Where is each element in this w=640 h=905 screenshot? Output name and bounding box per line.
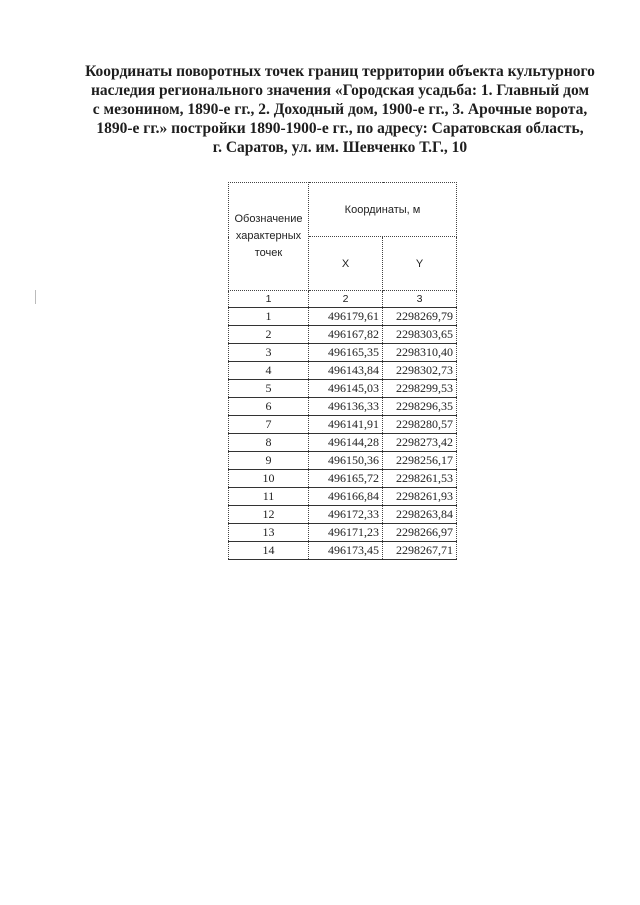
point-number: 13 [229, 524, 309, 542]
point-number: 11 [229, 488, 309, 506]
x-coordinate: 496172,33 [309, 506, 383, 524]
point-number: 6 [229, 398, 309, 416]
x-coordinate: 496150,36 [309, 452, 383, 470]
table-row [229, 416, 457, 434]
column-number: 1 [229, 291, 309, 308]
y-coordinate: 2298266,97 [383, 524, 457, 542]
y-coordinate: 2298303,65 [383, 326, 457, 344]
y-coordinate: 2298296,35 [383, 398, 457, 416]
y-header: Y [383, 237, 457, 291]
x-coordinate: 496167,82 [309, 326, 383, 344]
x-coordinate: 496173,45 [309, 542, 383, 560]
x-coordinate: 496144,28 [309, 434, 383, 452]
point-number: 2 [229, 326, 309, 344]
table-row [229, 398, 457, 416]
point-number: 12 [229, 506, 309, 524]
x-coordinate: 496166,84 [309, 488, 383, 506]
title-line: с мезонином, 1890-е гг., 2. Доходный дом, 1900-е гг., 3. Арочные ворота, [92, 101, 588, 118]
y-coordinate: 2298263,84 [383, 506, 457, 524]
scan-mark [35, 290, 36, 304]
table-row [229, 542, 457, 560]
x-coordinate: 496145,03 [309, 380, 383, 398]
table-row [229, 380, 457, 398]
point-number: 5 [229, 380, 309, 398]
x-coordinate: 496165,72 [309, 470, 383, 488]
y-coordinate: 2298302,73 [383, 362, 457, 380]
title-line: наследия регионального значения «Городская усадьба: 1. Главный дом [90, 82, 590, 99]
point-number: 3 [229, 344, 309, 362]
column-number-row [229, 291, 457, 308]
table-row [229, 326, 457, 344]
table-row [229, 488, 457, 506]
y-coordinate: 2298280,57 [383, 416, 457, 434]
y-coordinate: 2298273,42 [383, 434, 457, 452]
y-coordinate: 2298261,53 [383, 470, 457, 488]
point-number: 8 [229, 434, 309, 452]
x-coordinate: 496136,33 [309, 398, 383, 416]
point-number: 7 [229, 416, 309, 434]
x-coordinate: 496141,91 [309, 416, 383, 434]
x-header: X [309, 237, 383, 291]
title-line: 1890-е гг.» постройки 1890-1900-е гг., по адресу: Саратовская область, [96, 120, 584, 137]
x-coordinate: 496165,35 [309, 344, 383, 362]
table-row [229, 308, 457, 326]
document-title [60, 62, 620, 157]
table-row [229, 506, 457, 524]
table-row [229, 434, 457, 452]
y-coordinate: 2298269,79 [383, 308, 457, 326]
title-line: г. Саратов, ул. им. Шевченко Т.Г., 10 [212, 139, 468, 156]
point-number: 4 [229, 362, 309, 380]
table-row [229, 452, 457, 470]
point-designation-header: Обозначение характерных точек [229, 183, 309, 291]
table-row [229, 344, 457, 362]
coordinates-table [228, 182, 457, 560]
x-coordinate: 496143,84 [309, 362, 383, 380]
table-row [229, 362, 457, 380]
y-coordinate: 2298310,40 [383, 344, 457, 362]
x-coordinate: 496179,61 [309, 308, 383, 326]
x-coordinate: 496171,23 [309, 524, 383, 542]
table-body [229, 308, 457, 560]
column-number: 3 [383, 291, 457, 308]
point-number: 14 [229, 542, 309, 560]
column-number: 2 [309, 291, 383, 308]
y-coordinate: 2298267,71 [383, 542, 457, 560]
y-coordinate: 2298256,17 [383, 452, 457, 470]
table-row [229, 524, 457, 542]
point-number: 1 [229, 308, 309, 326]
y-coordinate: 2298299,53 [383, 380, 457, 398]
coordinates-header: Координаты, м [309, 183, 457, 237]
title-line: Координаты поворотных точек границ территории объекта культурного [85, 63, 595, 80]
point-number: 9 [229, 452, 309, 470]
table-row [229, 470, 457, 488]
y-coordinate: 2298261,93 [383, 488, 457, 506]
point-number: 10 [229, 470, 309, 488]
